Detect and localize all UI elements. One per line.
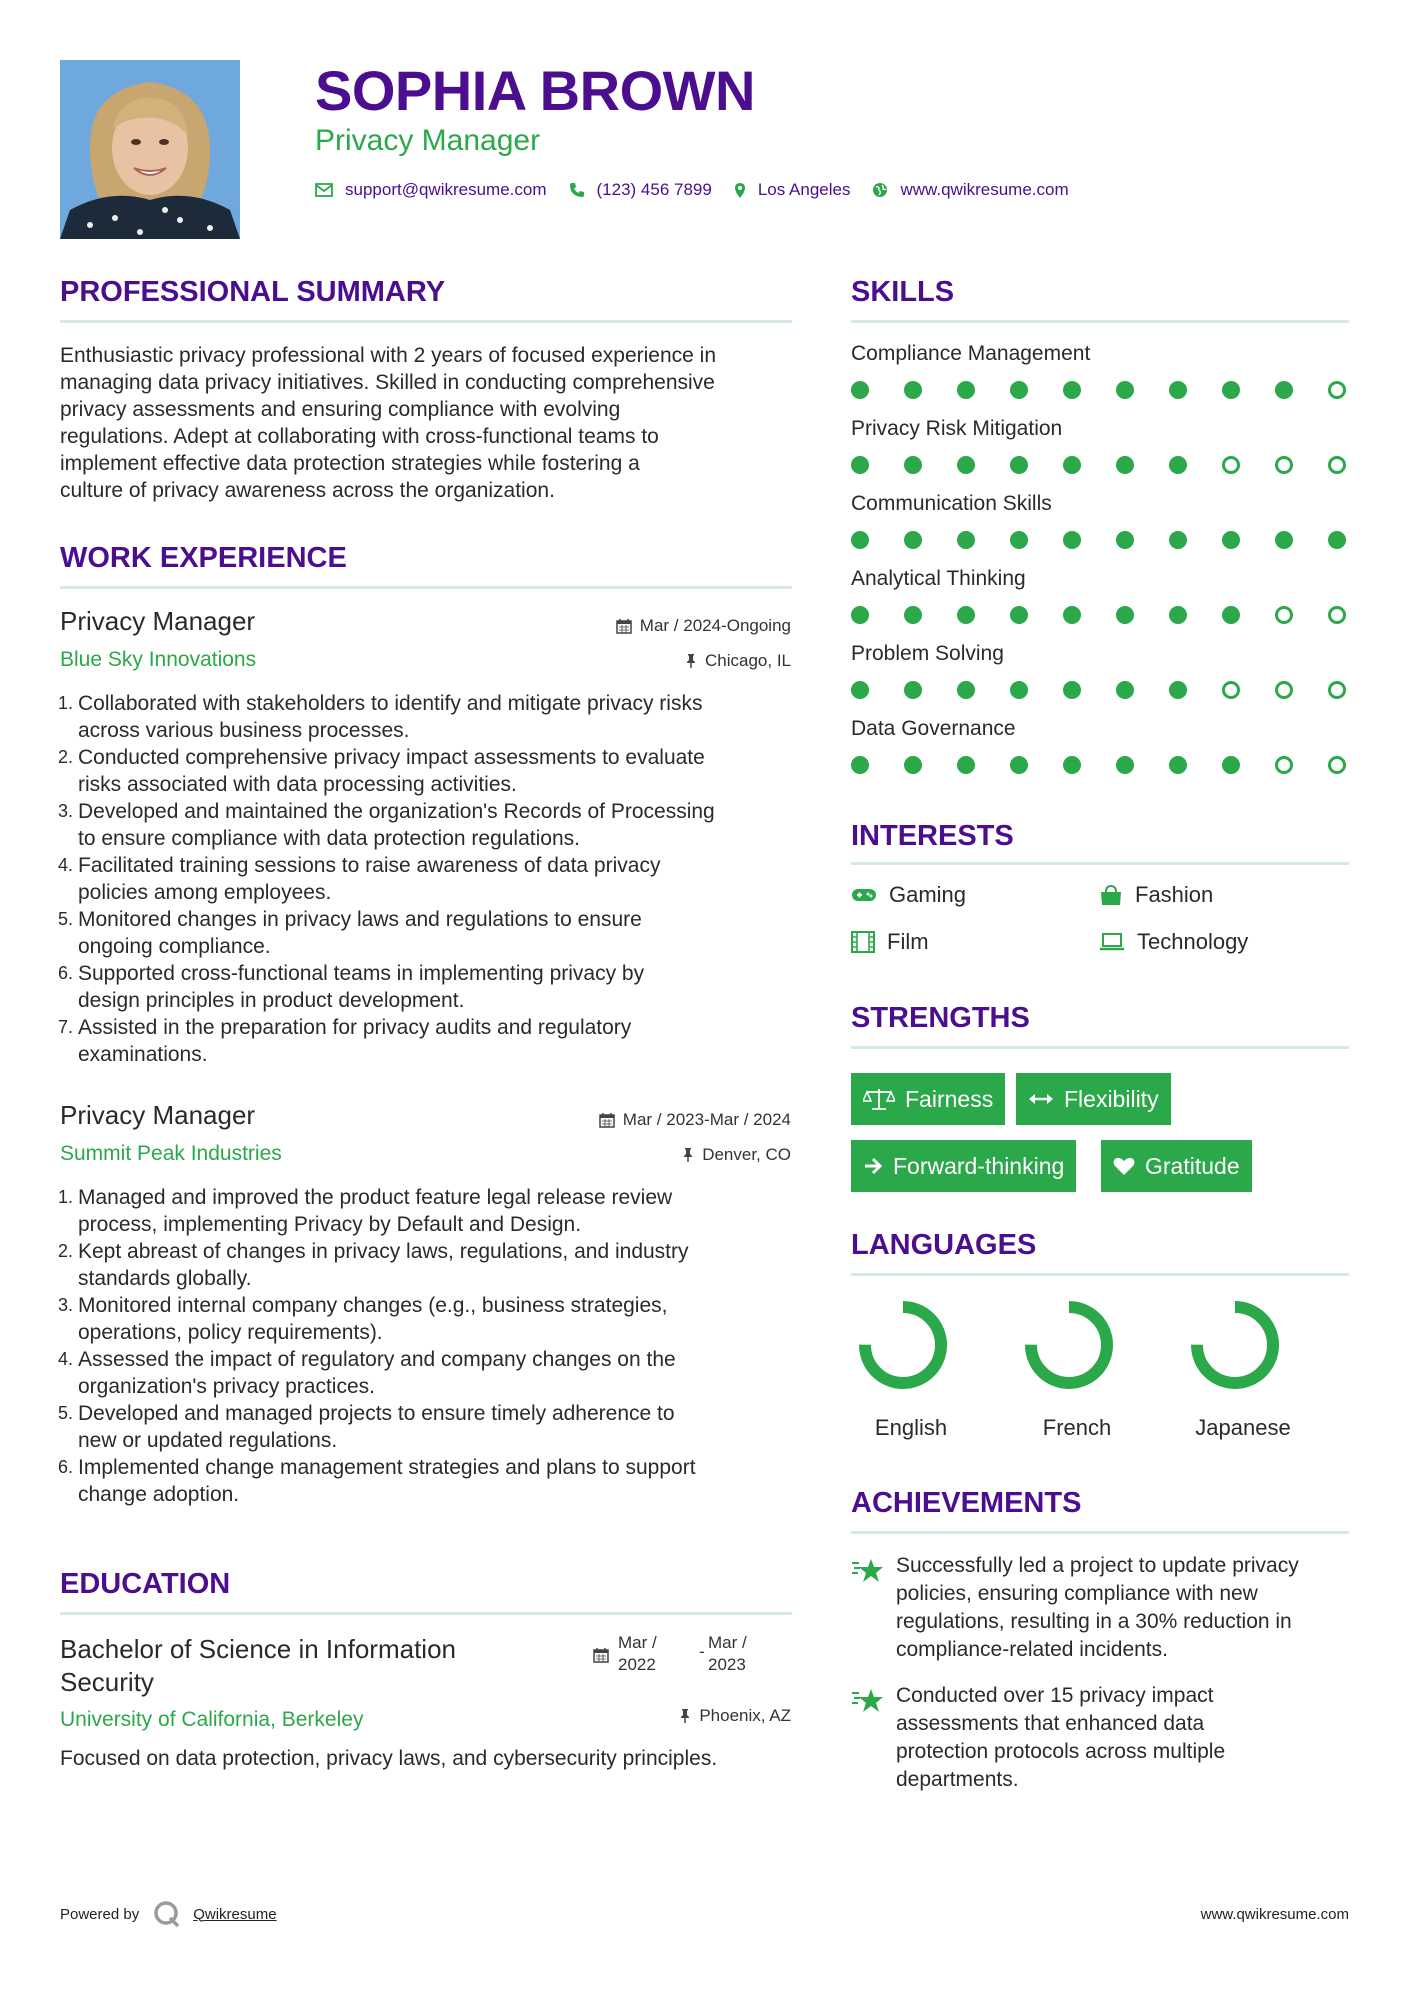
interest-label: Film — [887, 929, 929, 954]
summary-line: Enthusiastic privacy professional with 2 years of focused experience in — [60, 344, 717, 367]
list-number: 7. — [58, 1017, 74, 1037]
summary-rule — [60, 320, 792, 323]
list-line: Supported cross-functional teams in implementing privacy by — [78, 962, 645, 985]
achievement-item — [851, 1682, 1351, 1802]
rating-dot-empty — [1328, 681, 1346, 699]
pushpin-icon — [682, 1147, 694, 1163]
rating-dot-filled — [904, 531, 922, 549]
rating-dot-filled — [1116, 681, 1134, 699]
strength-label: Flexibility — [1064, 1085, 1159, 1112]
language-level-ring — [1180, 1290, 1290, 1400]
job-dates-text: Mar / 2024-Ongoing — [639, 616, 791, 635]
list-line: Developed and maintained the organization's Records of Processing — [78, 800, 715, 823]
interest-film — [851, 929, 929, 955]
job-location — [682, 1145, 791, 1165]
map-pin-icon — [734, 182, 746, 199]
skill-rating — [851, 531, 1349, 551]
footer-website[interactable]: www.qwikresume.com — [1200, 1906, 1349, 1923]
strength-badge-forward-thinking — [851, 1140, 1076, 1192]
rating-dot-filled — [1169, 606, 1187, 624]
job-responsibilities — [60, 1184, 800, 1508]
rating-dot-filled — [904, 606, 922, 624]
contact-email-text: support@qwikresume.com — [345, 180, 547, 199]
list-line: ongoing compliance. — [78, 935, 271, 958]
rating-dot-filled — [1169, 381, 1187, 399]
list-line: Monitored internal company changes (e.g., business strategies, — [78, 1294, 668, 1317]
contact-email[interactable] — [315, 180, 547, 200]
film-icon — [851, 931, 875, 953]
rating-dot-filled — [851, 756, 869, 774]
list-line: change adoption. — [78, 1483, 240, 1506]
interest-label: Gaming — [889, 882, 967, 907]
languages-rule — [851, 1273, 1349, 1276]
education-location-text: Phoenix, AZ — [699, 1706, 791, 1725]
list-line: policies among employees. — [78, 881, 332, 904]
achievement-line: assessments that enhanced data — [896, 1712, 1205, 1735]
contact-phone-text: (123) 456 7899 — [596, 180, 712, 199]
list-item — [60, 906, 800, 960]
rating-dot-filled — [851, 531, 869, 549]
candidate-name: SOPHIA BROWN — [315, 59, 755, 122]
gamepad-icon — [851, 887, 877, 903]
list-line: Kept abreast of changes in privacy laws, regulations, and industry — [78, 1240, 689, 1263]
interests-rule — [851, 862, 1349, 865]
contact-bar — [315, 178, 1091, 202]
job-location-text: Denver, CO — [702, 1145, 791, 1164]
job-dates-text: Mar / 2023-Mar / 2024 — [622, 1110, 791, 1129]
education-location — [679, 1706, 791, 1726]
list-line: to ensure compliance with data protection regulations. — [78, 827, 580, 850]
strengths-rule — [851, 1046, 1349, 1049]
contact-website-text: www.qwikresume.com — [900, 180, 1069, 199]
skill-rating — [851, 606, 1349, 626]
skill-name: Data Governance — [851, 717, 1016, 740]
rating-dot-empty — [1275, 756, 1293, 774]
rating-dot-filled — [1063, 456, 1081, 474]
heart-icon — [1113, 1156, 1135, 1176]
list-number: 5. — [58, 1403, 74, 1423]
strength-badge-fairness — [851, 1073, 1005, 1125]
job-dates — [599, 1110, 791, 1130]
list-item — [60, 1184, 800, 1238]
list-line: design principles in product development. — [78, 989, 465, 1012]
achievement-line: regulations, resulting in a 30% reduction in — [896, 1610, 1292, 1633]
shopping-bag-icon — [1099, 884, 1123, 906]
rating-dot-filled — [1222, 756, 1240, 774]
strength-label: Gratitude — [1145, 1152, 1240, 1179]
list-line: Managed and improved the product feature legal release review — [78, 1186, 673, 1209]
rating-dot-empty — [1328, 756, 1346, 774]
achievement-line: Conducted over 15 privacy impact — [896, 1684, 1214, 1707]
phone-icon — [569, 182, 585, 198]
list-item — [60, 690, 800, 744]
summary-line: privacy assessments and ensuring compliance with evolving — [60, 398, 621, 421]
language-level-arc — [1197, 1307, 1273, 1383]
rating-dot-filled — [1063, 756, 1081, 774]
arrows-horizontal-icon — [1028, 1092, 1054, 1106]
experience-heading: WORK EXPERIENCE — [60, 542, 347, 574]
calendar-icon — [599, 1112, 615, 1128]
skill-name: Communication Skills — [851, 492, 1052, 515]
company-name: Blue Sky Innovations — [60, 648, 257, 671]
strengths-heading: STRENGTHS — [851, 1002, 1030, 1034]
rating-dot-filled — [957, 681, 975, 699]
list-number: 3. — [58, 801, 74, 821]
list-line: organization's privacy practices. — [78, 1375, 375, 1398]
list-number: 3. — [58, 1295, 74, 1315]
rating-dot-filled — [904, 381, 922, 399]
rating-dot-empty — [1222, 456, 1240, 474]
rating-dot-filled — [851, 456, 869, 474]
experience-rule — [60, 586, 792, 589]
rating-dot-filled — [851, 606, 869, 624]
list-line: Assisted in the preparation for privacy audits and regulatory — [78, 1016, 632, 1039]
list-item — [60, 1454, 800, 1508]
rating-dot-filled — [904, 681, 922, 699]
globe-icon — [872, 182, 888, 198]
rating-dot-filled — [1063, 531, 1081, 549]
list-item — [60, 744, 800, 798]
achievement-text — [896, 1682, 1351, 1794]
summary-line: regulations. Adept at collaborating with cross-functional teams to — [60, 425, 659, 448]
rating-dot-filled — [957, 456, 975, 474]
rating-dot-filled — [1169, 456, 1187, 474]
list-line: process, implementing Privacy by Default and Design. — [78, 1213, 582, 1236]
rating-dot-filled — [1116, 606, 1134, 624]
rating-dot-filled — [1010, 606, 1028, 624]
education-start-date — [618, 1632, 657, 1676]
skill-rating — [851, 456, 1349, 476]
calendar-icon — [593, 1647, 609, 1663]
achievements-heading: ACHIEVEMENTS — [851, 1487, 1082, 1519]
summary-line: implement effective data protection strategies while fostering a — [60, 452, 640, 475]
summary-line: culture of privacy awareness across the organization. — [60, 479, 555, 502]
skill-name: Privacy Risk Mitigation — [851, 417, 1063, 440]
rating-dot-filled — [851, 681, 869, 699]
rating-dot-empty — [1328, 381, 1346, 399]
rating-dot-filled — [1010, 756, 1028, 774]
calendar-icon — [616, 618, 632, 634]
list-line: Monitored changes in privacy laws and regulations to ensure — [78, 908, 642, 931]
rating-dot-filled — [957, 756, 975, 774]
list-number: 5. — [58, 909, 74, 929]
achievement-item — [851, 1552, 1351, 1672]
language-name: French — [1042, 1415, 1112, 1440]
language-level-ring — [1014, 1290, 1124, 1400]
list-item — [60, 1238, 800, 1292]
envelope-icon — [315, 183, 333, 197]
rating-dot-filled — [1116, 531, 1134, 549]
list-line: Developed and managed projects to ensure timely adherence to — [78, 1402, 675, 1425]
rating-dot-filled — [1169, 756, 1187, 774]
qwikresume-link[interactable]: Qwikresume — [193, 1905, 277, 1923]
rating-dot-filled — [1010, 456, 1028, 474]
rating-dot-filled — [1275, 531, 1293, 549]
rating-dot-empty — [1328, 456, 1346, 474]
achievement-text — [896, 1552, 1351, 1664]
strength-label: Forward-thinking — [893, 1152, 1065, 1179]
list-number: 4. — [58, 1349, 74, 1369]
end-year: 2023 — [708, 1655, 746, 1674]
rating-dot-filled — [1063, 606, 1081, 624]
rating-dot-filled — [957, 381, 975, 399]
list-line: Facilitated training sessions to raise awareness of data privacy — [78, 854, 661, 877]
contact-location-text: Los Angeles — [757, 180, 851, 199]
list-item — [60, 960, 800, 1014]
achievement-line: departments. — [896, 1768, 1019, 1791]
contact-website[interactable] — [872, 180, 1068, 200]
rating-dot-filled — [1328, 531, 1346, 549]
list-number: 6. — [58, 1457, 74, 1477]
qwikresume-logo-icon — [153, 1900, 181, 1928]
summary-text — [60, 342, 792, 504]
achievement-line: policies, ensuring compliance with new — [896, 1582, 1258, 1605]
interests-heading: INTERESTS — [851, 820, 1014, 852]
arrow-right-icon — [863, 1157, 883, 1175]
rating-dot-filled — [957, 606, 975, 624]
job-title: Privacy Manager — [60, 1100, 256, 1130]
education-rule — [60, 1612, 792, 1615]
interest-technology — [1099, 929, 1248, 955]
job-dates — [616, 616, 791, 636]
contact-location — [734, 180, 851, 200]
list-line: Conducted comprehensive privacy impact assessments to evaluate — [78, 746, 705, 769]
list-line: examinations. — [78, 1043, 208, 1066]
balance-scale-icon — [863, 1087, 895, 1111]
powered-by-text: Powered by — [60, 1905, 140, 1923]
list-number: 2. — [58, 747, 74, 767]
profile-photo — [60, 60, 240, 239]
list-line: operations, policy requirements). — [78, 1321, 383, 1344]
list-number: 6. — [58, 963, 74, 983]
summary-heading: PROFESSIONAL SUMMARY — [60, 276, 446, 308]
education-heading: EDUCATION — [60, 1568, 231, 1600]
list-item — [60, 1292, 800, 1346]
job-title: Privacy Manager — [60, 606, 256, 636]
list-item — [60, 798, 800, 852]
portrait-image — [60, 60, 240, 239]
skill-rating — [851, 756, 1349, 776]
rating-dot-filled — [1116, 381, 1134, 399]
rating-dot-empty — [1275, 681, 1293, 699]
rating-dot-filled — [904, 456, 922, 474]
rating-dot-filled — [1222, 381, 1240, 399]
rating-dot-filled — [1169, 681, 1187, 699]
skill-name: Analytical Thinking — [851, 567, 1026, 590]
star-achievement-icon — [851, 1688, 885, 1714]
rating-dot-filled — [1275, 381, 1293, 399]
rating-dot-filled — [1222, 531, 1240, 549]
rating-dot-filled — [1116, 756, 1134, 774]
skill-name: Compliance Management — [851, 342, 1091, 365]
job-location-text: Chicago, IL — [705, 651, 791, 670]
candidate-title: Privacy Manager — [315, 124, 541, 157]
degree-line: Bachelor of Science in Information — [60, 1634, 456, 1664]
interest-label: Technology — [1137, 929, 1249, 954]
date-separator: - — [699, 1642, 705, 1661]
start-year: 2022 — [618, 1655, 656, 1674]
strength-badge-gratitude — [1101, 1140, 1252, 1192]
achievement-line: compliance-related incidents. — [896, 1638, 1168, 1661]
rating-dot-filled — [1222, 606, 1240, 624]
skill-rating — [851, 681, 1349, 701]
rating-dot-empty — [1222, 681, 1240, 699]
list-line: new or updated regulations. — [78, 1429, 338, 1452]
list-line: Collaborated with stakeholders to identify and mitigate privacy risks — [78, 692, 703, 715]
footer-powered-by — [60, 1900, 277, 1928]
contact-phone[interactable] — [569, 180, 712, 200]
list-number: 1. — [58, 1187, 74, 1207]
skills-heading: SKILLS — [851, 276, 955, 308]
rating-dot-filled — [1010, 531, 1028, 549]
rating-dot-empty — [1275, 606, 1293, 624]
interest-gaming — [851, 882, 966, 908]
achievement-line: protection protocols across multiple — [896, 1740, 1226, 1763]
company-name: Summit Peak Industries — [60, 1142, 282, 1165]
rating-dot-empty — [1328, 606, 1346, 624]
languages-heading: LANGUAGES — [851, 1229, 1037, 1261]
language-level-arc — [865, 1307, 941, 1383]
start-month: Mar / — [618, 1633, 657, 1652]
list-line: Assessed the impact of regulatory and company changes on the — [78, 1348, 676, 1371]
rating-dot-filled — [1010, 681, 1028, 699]
language-level-arc — [1031, 1307, 1107, 1383]
skills-rule — [851, 320, 1349, 323]
list-line: standards globally. — [78, 1267, 252, 1290]
list-number: 4. — [58, 855, 74, 875]
interest-label: Fashion — [1135, 882, 1214, 907]
star-achievement-icon — [851, 1558, 885, 1584]
rating-dot-filled — [957, 531, 975, 549]
rating-dot-filled — [851, 381, 869, 399]
rating-dot-filled — [1169, 531, 1187, 549]
summary-line: managing data privacy initiatives. Skilled in conducting comprehensive — [60, 371, 715, 394]
list-line: Implemented change management strategies and plans to support — [78, 1456, 696, 1479]
achievement-line: Successfully led a project to update privacy — [896, 1554, 1299, 1577]
job-responsibilities — [60, 690, 800, 1068]
rating-dot-filled — [1010, 381, 1028, 399]
rating-dot-filled — [1063, 681, 1081, 699]
education-end-date — [708, 1632, 747, 1676]
strength-badge-flexibility — [1016, 1073, 1171, 1125]
strength-label: Fairness — [905, 1085, 994, 1112]
pushpin-icon — [685, 653, 697, 669]
degree-line: Security — [60, 1667, 154, 1697]
laptop-icon — [1099, 932, 1125, 952]
language-level-ring — [848, 1290, 958, 1400]
skill-rating — [851, 381, 1349, 401]
end-month: Mar / — [708, 1633, 747, 1652]
rating-dot-filled — [1116, 456, 1134, 474]
job-location — [685, 651, 791, 671]
rating-dot-empty — [1275, 456, 1293, 474]
language-name: Japanese — [1195, 1415, 1291, 1440]
list-number: 1. — [58, 693, 74, 713]
list-line: risks associated with data processing activities. — [78, 773, 517, 796]
rating-dot-filled — [904, 756, 922, 774]
list-number: 2. — [58, 1241, 74, 1261]
interest-fashion — [1099, 882, 1213, 908]
pushpin-icon — [679, 1708, 691, 1724]
list-item — [60, 852, 800, 906]
list-item — [60, 1014, 800, 1068]
education-description: Focused on data protection, privacy laws, and cybersecurity principles. — [60, 1747, 718, 1770]
list-item — [60, 1400, 800, 1454]
list-line: across various business processes. — [78, 719, 410, 742]
rating-dot-filled — [1063, 381, 1081, 399]
language-name: English — [874, 1415, 948, 1440]
skill-name: Problem Solving — [851, 642, 1004, 665]
school-name: University of California, Berkeley — [60, 1708, 364, 1731]
achievements-rule — [851, 1531, 1349, 1534]
list-item — [60, 1346, 800, 1400]
